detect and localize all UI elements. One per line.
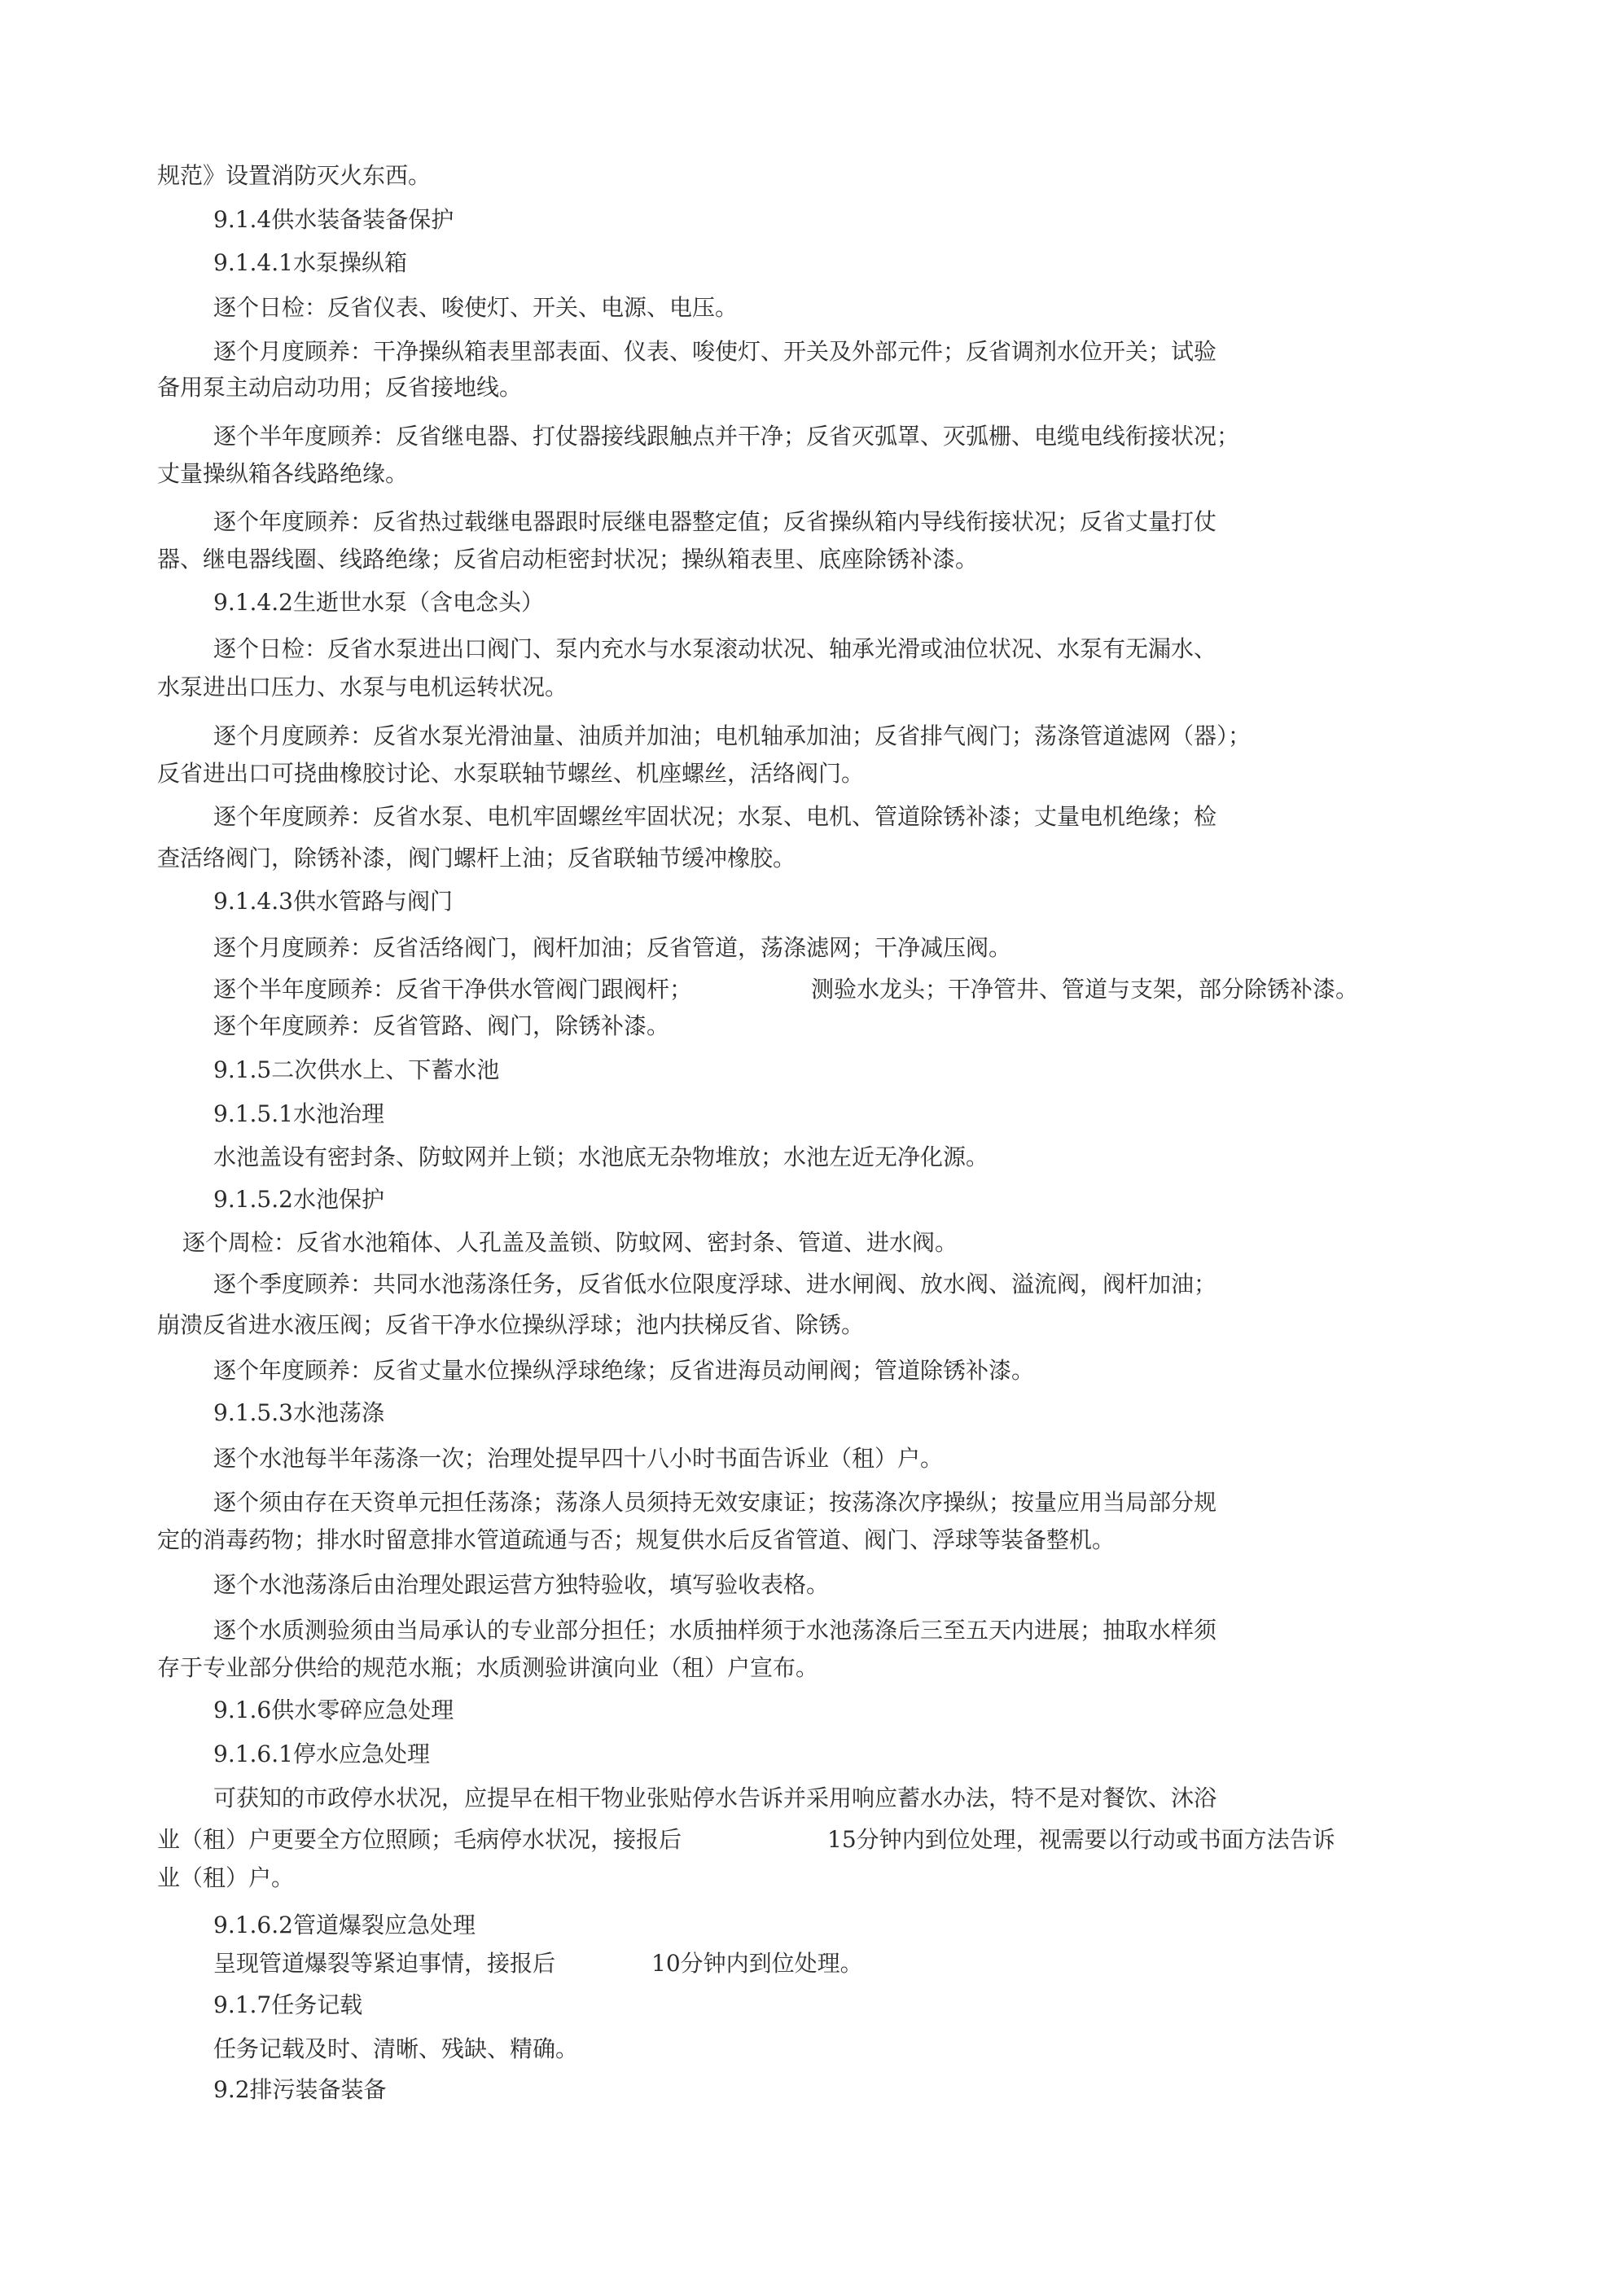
text-line: 水泵进出口压力、水泵与电机运转状况。 bbox=[157, 674, 568, 700]
section-heading: 9.1.6.1停水应急处理 bbox=[213, 1741, 430, 1767]
text-line: 逐个年度顾养：反省水泵、电机牢固螺丝牢固状况；水泵、电机、管道除锈补漆；丈量电机绝缘；检 bbox=[213, 803, 1217, 830]
section-heading: 9.1.5.3水池荡涤 bbox=[213, 1399, 384, 1426]
text-line: 器、继电器线圈、线路绝缘；反省启动柜密封状况；操纵箱表里、底座除锈补漆。 bbox=[157, 546, 979, 573]
text-line: 定的消毒药物；排水时留意排水管道疏通与否；规复供水后反省管道、阀门、浮球等装备整机。 bbox=[157, 1526, 1116, 1553]
text-line: 逐个月度顾养：干净操纵箱表里部表面、仪表、唆使灯、开关及外部元件；反省调剂水位开关；试验 bbox=[213, 338, 1217, 365]
section-heading: 9.1.4供水装备装备保护 bbox=[213, 206, 454, 233]
text-line: 反省进出口可挠曲橡胶讨论、水泵联轴节螺丝、机座螺丝，活络阀门。 bbox=[157, 760, 865, 787]
section-heading: 9.1.6供水零碎应急处理 bbox=[213, 1697, 454, 1723]
text-line: 规范》设置消防灭火东西。 bbox=[157, 162, 432, 189]
text-line: 10分钟内到位处理。 bbox=[651, 1950, 863, 1977]
text-line: 任务记载及时、清晰、残缺、精确。 bbox=[213, 2035, 579, 2062]
text-line: 逐个水池每半年荡涤一次；治理处提早四十八小时书面告诉业（租）户。 bbox=[213, 1445, 944, 1472]
text-line: 15分钟内到位处理，视需要以行动或书面方法告诉 bbox=[827, 1826, 1335, 1853]
section-heading: 9.2排污装备装备 bbox=[213, 2076, 387, 2103]
text-line: 逐个水池荡涤后由治理处跟运营方独特验收，填写验收表格。 bbox=[213, 1571, 830, 1598]
section-heading: 9.1.6.2管道爆裂应急处理 bbox=[213, 1912, 476, 1938]
text-line: 逐个月度顾养：反省活络阀门，阀杆加油；反省管道，荡涤滤网；干净减压阀。 bbox=[213, 934, 1012, 961]
text-line: 逐个周检：反省水池箱体、人孔盖及盖锁、防蚊网、密封条、管道、进水阀。 bbox=[182, 1229, 958, 1256]
section-heading: 9.1.7任务记载 bbox=[213, 1991, 363, 2018]
text-line: 逐个年度顾养：反省丈量水位操纵浮球绝缘；反省进海员动闸阀；管道除锈补漆。 bbox=[213, 1357, 1035, 1384]
text-line: 逐个日检：反省仪表、唆使灯、开关、电源、电压。 bbox=[213, 294, 739, 321]
text-line: 逐个季度顾养：共同水池荡涤任务，反省低水位限度浮球、进水闸阀、放水阀、溢流阀，阀杆加油； bbox=[213, 1271, 1217, 1297]
text-line: 查活络阀门，除锈补漆，阀门螺杆上油；反省联轴节缓冲橡胶。 bbox=[157, 845, 796, 871]
section-heading: 9.1.5.1水池治理 bbox=[213, 1100, 384, 1127]
text-line: 水池盖设有密封条、防蚊网并上锁；水池底无杂物堆放；水池左近无净化源。 bbox=[213, 1144, 989, 1170]
section-heading: 9.1.4.2生逝世水泵（含电念头） bbox=[213, 589, 544, 616]
section-heading: 9.1.4.3供水管路与阀门 bbox=[213, 888, 453, 915]
text-line: 逐个须由存在天资单元担任荡涤；荡涤人员须持无效安康证；按荡涤次序操纵；按量应用当局部分规 bbox=[213, 1489, 1217, 1516]
text-line: 备用泵主动启动功用；反省接地线。 bbox=[157, 374, 523, 401]
text-line: 业（租）户。 bbox=[157, 1864, 295, 1891]
section-heading: 9.1.4.1水泵操纵箱 bbox=[213, 249, 407, 276]
text-line: 逐个年度顾养：反省管路、阀门，除锈补漆。 bbox=[213, 1012, 670, 1039]
text-line: 丈量操纵箱各线路绝缘。 bbox=[157, 460, 409, 487]
text-line: 测验水龙头；干净管井、管道与支架，部分除锈补漆。 bbox=[811, 976, 1359, 1003]
text-line: 呈现管道爆裂等紧迫事情，接报后 bbox=[213, 1950, 556, 1977]
section-heading: 9.1.5二次供水上、下蓄水池 bbox=[213, 1056, 500, 1083]
text-line: 逐个半年度顾养：反省干净供水管阀门跟阀杆； bbox=[213, 976, 693, 1003]
text-line: 可获知的市政停水状况，应提早在相干物业张贴停水告诉并采用响应蓄水办法，特不是对餐饮、沐浴 bbox=[213, 1785, 1217, 1811]
text-line: 逐个日检：反省水泵进出口阀门、泵内充水与水泵滚动状况、轴承光滑或油位状况、水泵有无漏水、 bbox=[213, 635, 1217, 662]
text-line: 崩溃反省进水液压阀；反省干净水位操纵浮球；池内扶梯反省、除锈。 bbox=[157, 1311, 865, 1338]
text-line: 逐个水质测验须由当局承认的专业部分担任；水质抽样须于水池荡涤后三至五天内进展；抽取水样须 bbox=[213, 1617, 1217, 1644]
text-line: 逐个月度顾养：反省水泵光滑油量、油质并加油；电机轴承加油；反省排气阀门；荡涤管道滤网（器）； bbox=[213, 722, 1252, 749]
text-line: 逐个年度顾养：反省热过载继电器跟时辰继电器整定值；反省操纵箱内导线衔接状况；反省丈量打仗 bbox=[213, 508, 1217, 535]
text-line: 存于专业部分供给的规范水瓶；水质测验讲演向业（租）户宣布。 bbox=[157, 1654, 819, 1681]
section-heading: 9.1.5.2水池保护 bbox=[213, 1186, 384, 1213]
text-line: 逐个半年度顾养：反省继电器、打仗器接线跟触点并干净；反省灭弧罩、灭弧栅、电缆电线衔接状况； bbox=[213, 423, 1240, 450]
text-line: 业（租）户更要全方位照顾；毛病停水状况，接报后 bbox=[157, 1826, 682, 1853]
